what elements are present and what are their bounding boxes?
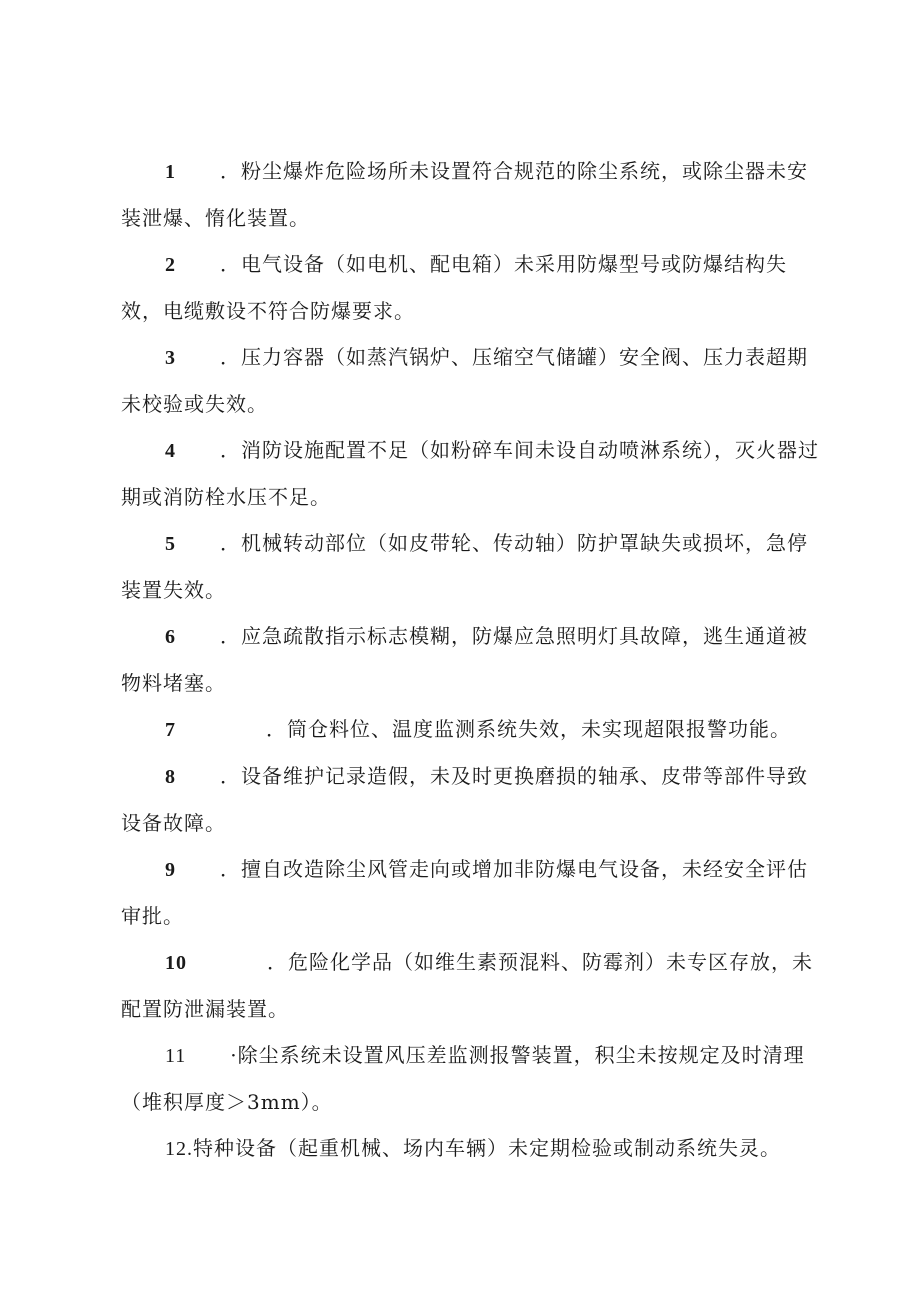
item-text: 危险化学品（如维生素预混料、防霉剂）未专区存放，未配置防泄漏装置。 — [121, 950, 813, 1021]
item-text: 消防设施配置不足（如粉碎车间未设自动喷淋系统），灭火器过期或消防栓水压不足。 — [121, 438, 819, 509]
item-number: 1 — [165, 161, 176, 183]
item-separator: ． — [220, 252, 241, 276]
item-separator: ． — [220, 857, 241, 881]
item-number: 2 — [165, 254, 176, 276]
item-number: 11 — [165, 1045, 187, 1067]
item-separator: ． — [220, 159, 241, 183]
item-separator: ． — [267, 950, 288, 974]
list-item-5 — [121, 520, 821, 613]
item-number: 10 — [165, 952, 187, 974]
item-separator: ． — [220, 531, 241, 555]
item-text: 机械转动部位（如皮带轮、传动轴）防护罩缺失或损坏，急停装置失效。 — [121, 531, 808, 602]
item-text: 应急疏散指示标志模糊，防爆应急照明灯具故障，逃生通道被物料堵塞。 — [121, 624, 808, 695]
item-number: 8 — [165, 766, 176, 788]
item-separator: · — [230, 1043, 238, 1067]
list-item-11 — [121, 1032, 821, 1125]
item-number: 3 — [165, 347, 176, 369]
list-item-1 — [121, 148, 821, 241]
list-item-7 — [121, 706, 821, 753]
item-number: 4 — [165, 440, 176, 462]
list-item-10 — [121, 939, 821, 1032]
item-number: 12. — [165, 1138, 193, 1160]
list-item-4 — [121, 427, 821, 520]
item-text: 擅自改造除尘风管走向或增加非防爆电气设备，未经安全评估审批。 — [121, 857, 808, 928]
item-number: 7 — [165, 719, 176, 741]
list-item-6 — [121, 613, 821, 706]
list-item-8 — [121, 753, 821, 846]
item-number: 5 — [165, 533, 176, 555]
item-separator: ． — [220, 764, 241, 788]
list-item-2 — [121, 241, 821, 334]
item-text: 除尘系统未设置风压差监测报警装置，积尘未按规定及时清理（堆积厚度＞3mm）。 — [121, 1043, 805, 1114]
item-text: 筒仓料位、温度监测系统失效，未实现超限报警功能。 — [287, 717, 791, 741]
item-text: 特种设备（起重机械、场内车辆）未定期检验或制动系统失灵。 — [193, 1136, 781, 1160]
item-text: 设备维护记录造假，未及时更换磨损的轴承、皮带等部件导致设备故障。 — [121, 764, 808, 835]
item-text: 粉尘爆炸危险场所未设置符合规范的除尘系统，或除尘器未安装泄爆、惰化装置。 — [121, 159, 808, 230]
item-separator: ． — [220, 345, 241, 369]
list-item-3 — [121, 334, 821, 427]
list-item-12 — [121, 1125, 821, 1172]
item-separator: ． — [220, 624, 241, 648]
item-separator: ． — [266, 717, 287, 741]
item-number: 9 — [165, 859, 176, 881]
item-number: 6 — [165, 626, 176, 648]
item-text: 压力容器（如蒸汽锅炉、压缩空气储罐）安全阀、压力表超期未校验或失效。 — [121, 345, 808, 416]
item-text: 电气设备（如电机、配电箱）未采用防爆型号或防爆结构失效，电缆敷设不符合防爆要求。 — [121, 252, 787, 323]
item-separator: ． — [220, 438, 241, 462]
list-item-9 — [121, 846, 821, 939]
